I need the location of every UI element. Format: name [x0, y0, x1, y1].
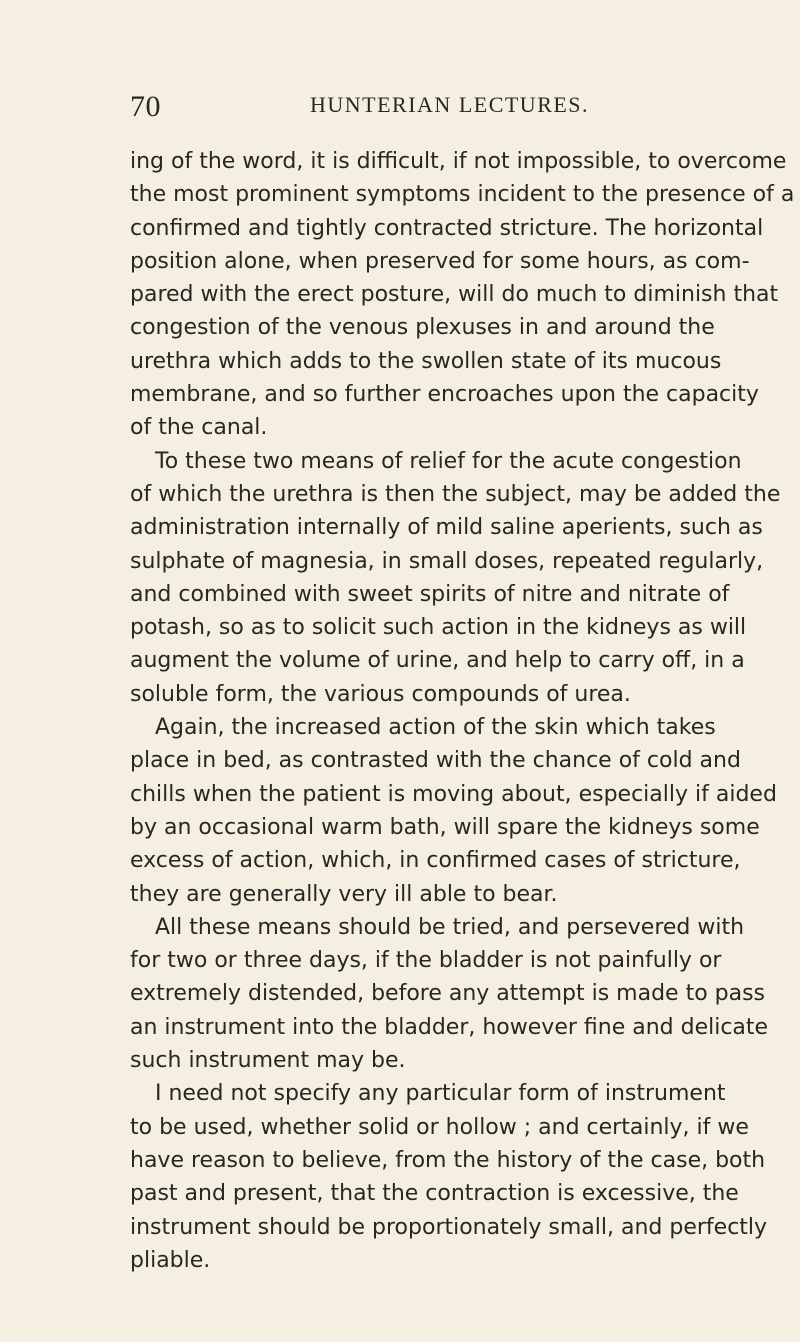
text-line: membrane, and so further encroaches upon the capacity: [130, 382, 759, 408]
text-line: To these two means of relief for the acute congestion: [155, 448, 742, 474]
text-line: I need not specify any particular form of instrument: [155, 1081, 726, 1107]
text-line: congestion of the venous plexuses in and around the: [130, 315, 715, 341]
text-line: Again, the increased action of the skin which takes: [155, 715, 716, 741]
text-line: to be used, whether solid or hollow ; and certainly, if we: [130, 1114, 749, 1140]
text-line: of the canal.: [130, 415, 268, 441]
text-line: soluble form, the various compounds of urea.: [130, 681, 631, 707]
text-line: by an occasional warm bath, will spare the kidneys some: [130, 814, 760, 840]
text-line: excess of action, which, in confirmed cases of stricture,: [130, 848, 741, 874]
text-line: pliable.: [130, 1247, 211, 1273]
text-line: instrument should be proportionately small, and perfectly: [130, 1214, 768, 1240]
text-line: sulphate of magnesia, in small doses, repeated regularly,: [130, 548, 764, 574]
text-line: the most prominent symptoms incident to the presence of a: [130, 182, 795, 208]
paragraph: [130, 445, 781, 711]
paragraph: [130, 1077, 768, 1277]
paragraph: [130, 711, 777, 911]
text-line: an instrument into the bladder, however fine and delicate: [130, 1014, 769, 1040]
body-text: [130, 145, 795, 1277]
text-line: of which the urethra is then the subject, may be added the: [130, 481, 781, 507]
text-line: past and present, that the contraction is excessive, the: [130, 1181, 739, 1207]
text-line: pared with the erect posture, will do much to diminish that: [130, 282, 779, 308]
text-line: such instrument may be.: [130, 1048, 406, 1074]
text-line: chills when the patient is moving about, especially if aided: [130, 781, 777, 807]
paragraph: [130, 145, 795, 445]
text-line: and combined with sweet spirits of nitre and nitrate of: [130, 581, 730, 607]
text-line: extremely distended, before any attempt is made to pass: [130, 981, 766, 1007]
page-header: [130, 90, 690, 130]
text-line: urethra which adds to the swollen state of its mucous: [130, 348, 722, 374]
paragraph: [130, 911, 769, 1077]
text-line: they are generally very ill able to bear.: [130, 881, 558, 907]
text-line: place in bed, as contrasted with the chance of cold and: [130, 748, 741, 774]
text-line: have reason to believe, from the history of the case, both: [130, 1147, 766, 1173]
text-line: confirmed and tightly contracted stricture. The horizontal: [130, 215, 764, 241]
text-line: position alone, when preserved for some hours, as com-: [130, 248, 750, 274]
text-line: for two or three days, if the bladder is not painfully or: [130, 948, 722, 974]
text-line: potash, so as to solicit such action in the kidneys as will: [130, 615, 747, 641]
text-line: augment the volume of urine, and help to carry off, in a: [130, 648, 745, 674]
running-title: HUNTERIAN LECTURES.: [310, 92, 590, 117]
page-number: 70: [130, 90, 161, 123]
text-line: administration internally of mild saline aperients, such as: [130, 515, 763, 541]
text-line: All these means should be tried, and persevered with: [155, 914, 745, 940]
text-line: ing of the word, it is difficult, if not impossible, to overcome: [130, 149, 787, 174]
